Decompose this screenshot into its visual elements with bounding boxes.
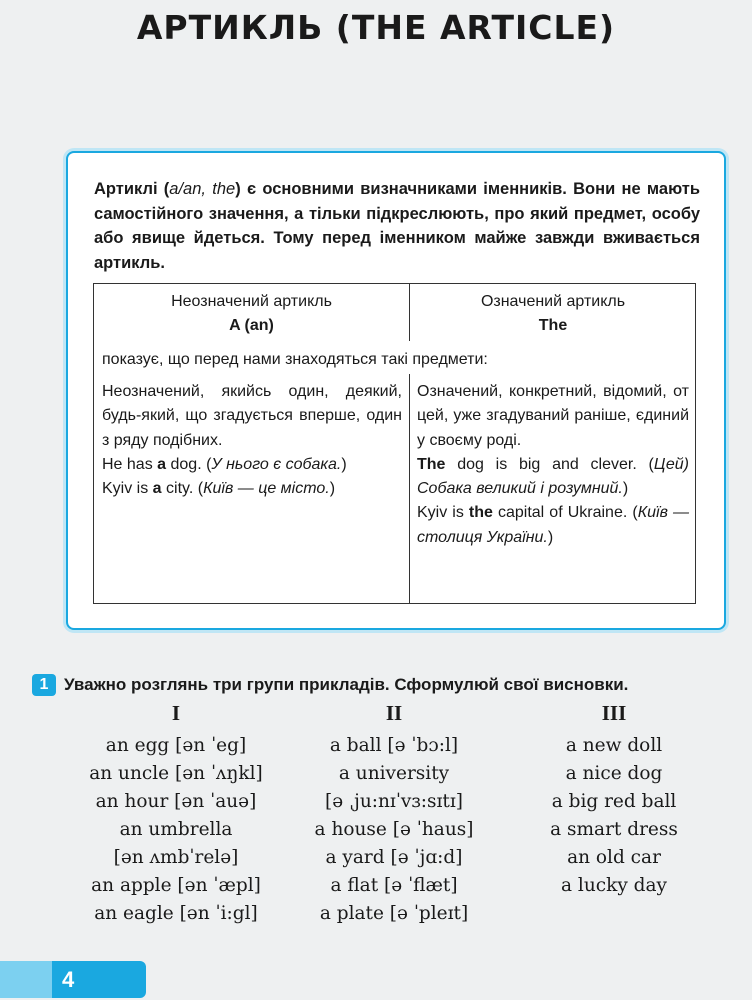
list-item: a ball [ə ˈbɔ:l] xyxy=(329,735,459,756)
list-item: a yard [ə ˈjɑ:d] xyxy=(325,847,463,868)
example-article: a xyxy=(152,480,162,498)
group-label: III xyxy=(601,701,627,725)
example-text: Kyiv is xyxy=(102,480,153,498)
shows-row: показує, що перед нами знаходяться такі предмети: xyxy=(102,351,488,368)
indefinite-description: Неозначений, якийсь один, деякий, будь-який, що згадується вперше, один з ряду подібних. xyxy=(102,383,402,449)
page-title: АРТИКЛЬ (THE ARTICLE) xyxy=(136,8,616,47)
definite-example-2 xyxy=(417,501,689,550)
indefinite-example-1 xyxy=(102,453,402,477)
list-item: a big red ball xyxy=(551,791,677,812)
definite-description: Означений, конкретний, відомий, от цей, уже згадуваний раніше, єдиний у своєму роді. xyxy=(417,383,689,449)
group-ii xyxy=(279,698,509,928)
list-item: a university xyxy=(338,763,450,784)
list-item: an umbrella xyxy=(119,819,233,840)
example-text: city. ( xyxy=(161,480,204,498)
list-item: [ə ˌju:nɪˈvɜ:sɪtɪ] xyxy=(324,791,463,812)
table-divider xyxy=(409,374,410,603)
group-iii xyxy=(499,698,729,900)
example-article: a xyxy=(157,455,167,473)
list-item: a smart dress xyxy=(550,819,678,840)
list-item: a plate [ə ˈpleɪt] xyxy=(319,903,469,924)
list-item: an uncle [ən ˈʌŋkl] xyxy=(89,763,263,784)
article-table xyxy=(93,283,696,604)
task-1 xyxy=(32,673,732,697)
page-tab-accent xyxy=(0,961,52,998)
task-text: Уважно розглянь три групи прикладів. Сформулюй свої висновки. xyxy=(64,675,629,694)
list-item: an hour [ən ˈauə] xyxy=(95,791,257,812)
indefinite-header: Неозначений артикль xyxy=(171,293,332,310)
example-text: dog. ( xyxy=(166,455,212,473)
example-text: ) xyxy=(622,480,629,498)
example-text: dog is big and clever. ( xyxy=(445,455,654,473)
article-info-box xyxy=(66,151,726,630)
indefinite-header-cell xyxy=(94,290,409,338)
task-number-badge: 1 xyxy=(32,674,56,696)
list-item: a nice dog xyxy=(565,763,663,784)
list-item: a new doll xyxy=(565,735,663,756)
definite-header-cell xyxy=(410,290,696,338)
intro-paragraph xyxy=(94,177,700,275)
example-text: ) xyxy=(329,480,336,498)
page-number: 4 xyxy=(62,967,75,992)
indefinite-example-2 xyxy=(102,477,402,501)
example-article: the xyxy=(468,504,493,522)
example-text: ) xyxy=(547,528,554,546)
example-article: The xyxy=(417,455,446,473)
list-item: a lucky day xyxy=(561,875,667,896)
example-text: capital of Ukraine. ( xyxy=(492,504,638,522)
example-translation: Київ — це місто. xyxy=(203,480,330,498)
intro-rest: ) є основними визначниками іменників. Вони не мають самостійного значення, а тільки підкреслюють, про який предмет, особу або явище йдеться. Тому перед іменником майже завжди вживається артикль. xyxy=(94,180,700,272)
example-text: Kyiv is xyxy=(417,504,469,522)
list-item: a flat [ə ˈflæt] xyxy=(330,875,458,896)
definite-description-cell xyxy=(417,380,689,550)
definite-example-1 xyxy=(417,453,689,502)
list-item: [ən ʌmbˈrelə] xyxy=(113,847,239,868)
example-translation: У нього є собака. xyxy=(211,455,342,473)
indefinite-article: A (an) xyxy=(229,317,274,334)
example-translation: Київ — столиця України. xyxy=(417,504,690,546)
list-item: an egg [ən ˈeg] xyxy=(105,735,247,756)
example-text: He has xyxy=(102,455,158,473)
definite-header: Означений артикль xyxy=(480,293,626,310)
list-item: an old car xyxy=(567,847,661,868)
list-item: an apple [ən ˈæpl] xyxy=(91,875,261,896)
list-item: an eagle [ən ˈi:gl] xyxy=(94,903,258,924)
intro-articles: a/an, the xyxy=(169,180,236,198)
indefinite-description-cell xyxy=(102,380,402,501)
list-item: a house [ə ˈhaus] xyxy=(314,819,474,840)
example-text: ) xyxy=(341,455,347,473)
group-i xyxy=(61,698,291,928)
definite-article: The xyxy=(538,317,568,334)
group-label: II xyxy=(385,701,403,725)
group-label: I xyxy=(171,701,181,725)
intro-lead: Артиклі ( xyxy=(94,180,170,198)
example-translation: Цей) Собака великий і розумний. xyxy=(417,455,689,498)
